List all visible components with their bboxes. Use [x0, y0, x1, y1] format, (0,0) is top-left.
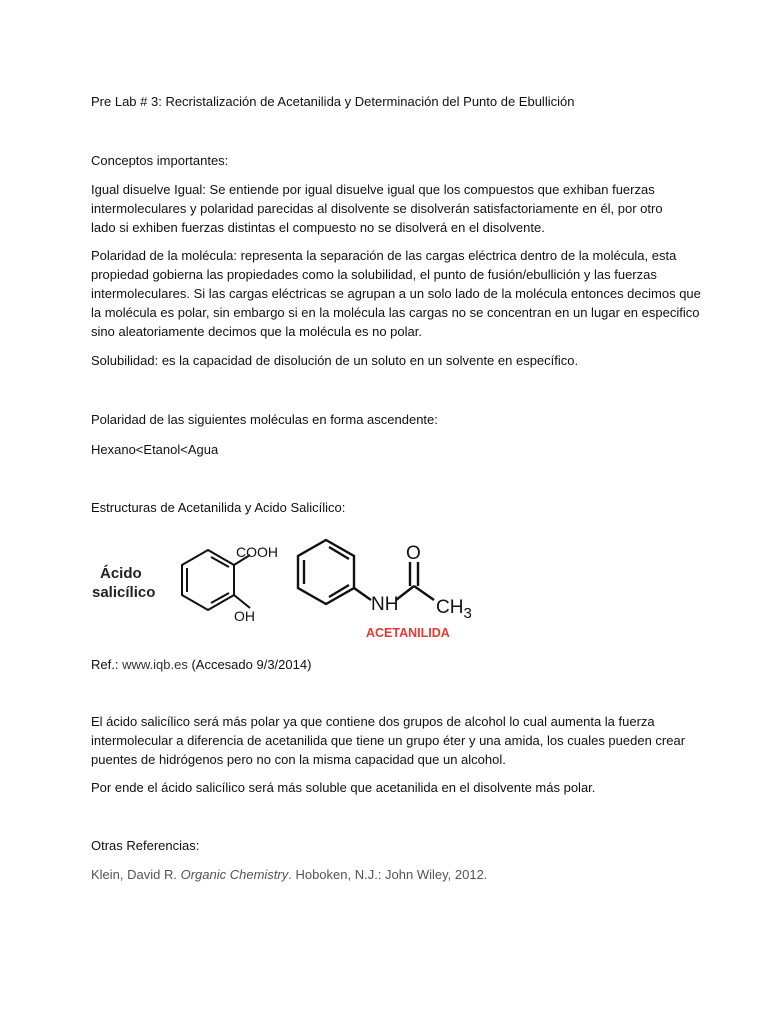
klein-author: Klein, David R. [91, 867, 181, 882]
explanation-paragraph [91, 712, 685, 769]
text-line: intermolecular a diferencia de acetanilida que tiene un grupo éter y una amida, los cuales pueden crear [91, 733, 686, 748]
ref-suffix: (Accesado 9/3/2014) [187, 657, 312, 672]
text-line: Igual disuelve Igual: Se entiende por igual disuelve igual que los compuestos que exhiban fuerzas [91, 182, 655, 197]
text-line: sino aleatoriamente decimos que la molécula es no polar. [91, 324, 422, 339]
klein-publisher: . Hoboken, N.J.: John Wiley, 2012. [288, 867, 488, 882]
text-line: intermoleculares y polaridad parecidas al disolvente se disolverán satisfactoriamente en él, por otro [91, 201, 663, 216]
ref-prefix: Ref.: [91, 657, 123, 672]
nh-label: NH [371, 594, 399, 615]
reference-klein [91, 865, 487, 884]
ch3-label [436, 597, 472, 622]
text-line: intermoleculares. Si las cargas eléctricas se agrupan a un solo lado de la molécula entonces decimos que [91, 286, 701, 301]
oh-label: OH [234, 608, 255, 624]
klein-book-title: Organic Chemistry [180, 867, 289, 882]
concept-solubilidad: Solubilidad: es la capacidad de disolución de un soluto en un solvente en específico. [91, 353, 579, 368]
ref-link[interactable]: www.iqb.es [122, 657, 188, 672]
other-references-heading: Otras Referencias: [91, 838, 200, 853]
text-line: propiedad gobierna las propiedades como la solubilidad, el punto de fusión/ebullición y las fuerzas [91, 267, 657, 282]
structures-title: Estructuras de Acetanilida y Acido Salicílico: [91, 500, 346, 515]
document-title: Pre Lab # 3: Recristalización de Acetanilida y Determinación del Punto de Ebullición [91, 94, 575, 109]
text-line: Polaridad de la molécula: representa la separación de las cargas eléctrica dentro de la molécula, esta [91, 248, 677, 263]
concept-polaridad [91, 246, 701, 341]
polarity-order: Hexano<Etanol<Agua [91, 442, 219, 457]
reference-line [91, 655, 311, 674]
concepts-heading: Conceptos importantes: [91, 153, 229, 168]
cooh-label: COOH [236, 544, 278, 560]
chemical-structures-figure [88, 530, 508, 645]
salicylic-name-line1: Ácido [100, 565, 142, 582]
ch3-main: CH [436, 597, 464, 618]
text-line: El ácido salicílico será más polar ya que contiene dos grupos de alcohol lo cual aumenta la fuerza [91, 714, 655, 729]
concept-igual-disuelve-igual [91, 180, 663, 237]
conclusion-paragraph: Por ende el ácido salicílico será más soluble que acetanilida en el disolvente más polar. [91, 780, 596, 795]
acetanilida-label: ACETANILIDA [366, 626, 450, 640]
text-line: la molécula es polar, sin embargo si en la molécula las cargas no se concentran en un lugar en especifico [91, 305, 700, 320]
oxygen-label: O [406, 543, 421, 564]
polarity-title: Polaridad de las siguientes moléculas en forma ascendente: [91, 412, 438, 427]
text-line: puentes de hidrógenos pero no con la misma capacidad que un alcohol. [91, 752, 506, 767]
ch3-subscript: 3 [463, 605, 472, 622]
text-line: lado si exhiben fuerzas distintas el compuesto no se disolverá en el disolvente. [91, 220, 545, 235]
salicylic-name-line2: salicílico [92, 584, 156, 601]
